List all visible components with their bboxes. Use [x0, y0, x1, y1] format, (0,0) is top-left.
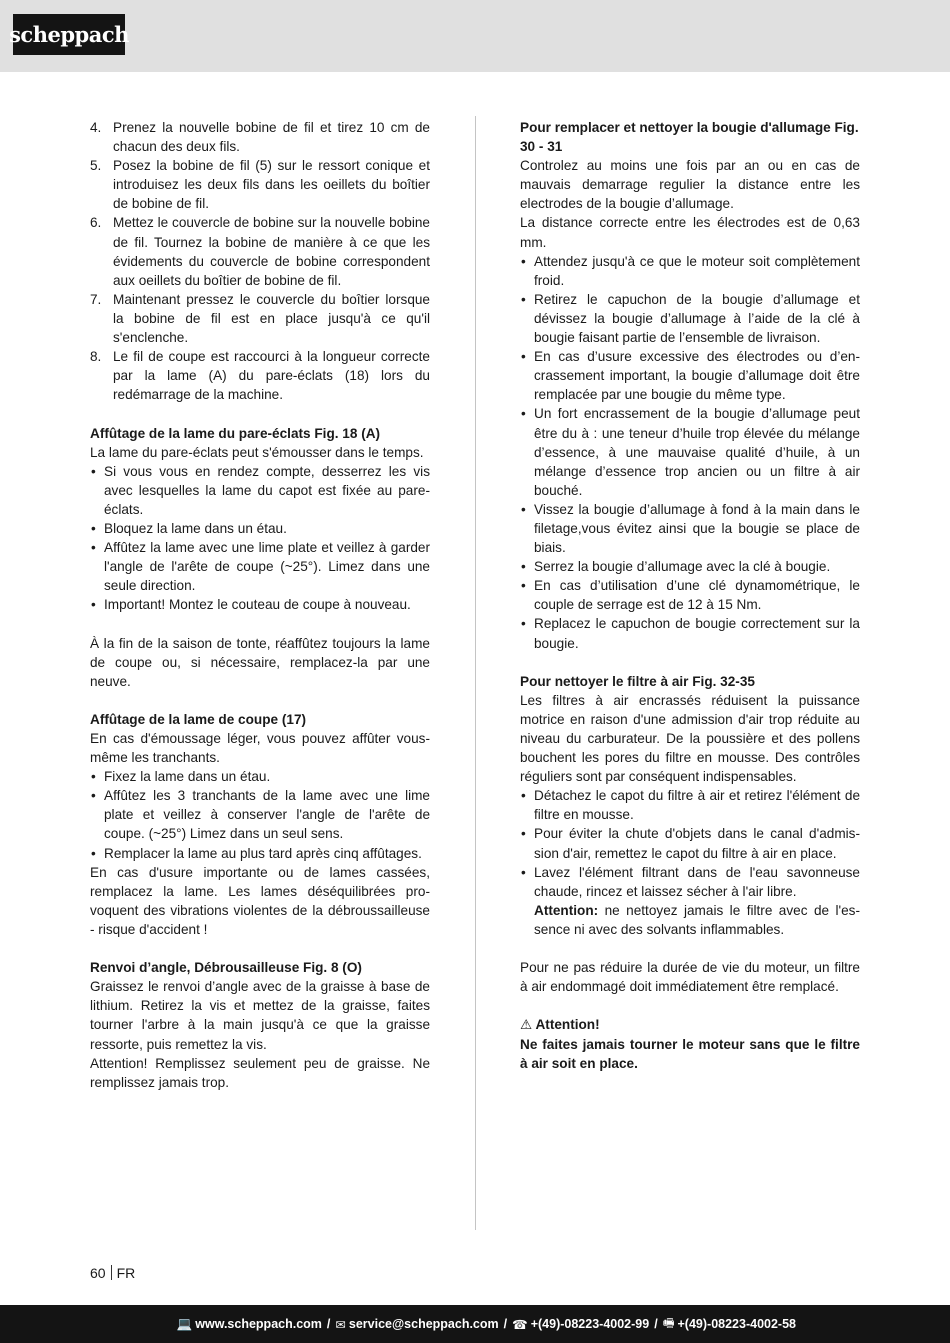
phone-icon: ☎	[512, 1317, 528, 1332]
footer-phone: +(49)-08223-4002-99	[530, 1317, 650, 1331]
bullet-list	[90, 767, 430, 862]
attention-label: Attention:	[534, 902, 599, 918]
list-item: • Serrez la bougie d’allumage avec la clé à bougie.	[521, 559, 831, 575]
list-item: • Si vous vous en rendez compte, desserrez les vis avec lesquelles la lame du capot est fixée au pare-éclats.	[91, 463, 430, 517]
paragraph: Les filtres à air encrassés réduisent la puissance motrice en raison d'une admission d'air trop réduite au niveau du carburateur. De la poussière et des pollens bouchent les pores du filtre en mousse. Des contrôles réguliers sont par conséquent indispensables.	[520, 692, 860, 785]
computer-icon: 💻	[176, 1316, 193, 1331]
right-column	[520, 118, 860, 1073]
paragraph: Controlez au moins une fois par an ou en cas de mauvais demarrage regulier la distance entre les electrodes de la bougie d’allumage.	[520, 158, 860, 212]
left-column	[90, 118, 430, 1092]
bullet-list	[520, 252, 860, 653]
footer-email[interactable]: service@scheppach.com	[348, 1317, 499, 1331]
mail-icon: ✉	[335, 1317, 346, 1332]
section-heading-cutting-blade: Affûtage de la lame de coupe (17)	[90, 711, 307, 727]
warning-triangle-icon: ⚠	[520, 1017, 533, 1033]
separator	[111, 1265, 112, 1280]
list-item: 7. Maintenant pressez le couvercle du boîtier lorsque la bobine de fil est en place jusqu'à ce qu'il s'enclenche.	[90, 291, 430, 346]
list-item: • Fixez la lame dans un étau.	[91, 769, 271, 785]
list-item: • Bloquez la lame dans un étau.	[91, 520, 287, 536]
replace-spool-steps	[90, 118, 430, 404]
bullet-list	[520, 786, 860, 939]
attention-text: ne nettoyez jamais le filtre avec de l'essence ni avec des solvants inflammables.	[534, 902, 860, 937]
paragraph: À la fin de la saison de tonte, réaffûtez toujours la lame de coupe ou, si nécessaire, remplacez-la par une neuve.	[90, 635, 430, 689]
paragraph: Graissez le renvoi d’angle avec de la graisse à base de lithium. Retirez la vis et mettez de la graisse, faites tourner l'arbre à la main jusqu'à ce que la graisse ressorte, puis remettez la vis.	[90, 979, 430, 1052]
list-item: • Affûtez la lame avec une lime plate et veillez à garder l'angle de l'arête de coupe (~25°). Limez dans une seule direction.	[91, 540, 430, 594]
paragraph: En cas d'usure importante ou de lames cassées, remplacez la lame. Les lames déséquilibrées provoquent des vibrations violentes de la débroussailleuse - risque d'accident !	[90, 864, 430, 937]
paragraph: La lame du pare-éclats peut s'émousser dans le temps.	[90, 444, 424, 460]
list-item: 6. Mettez le couvercle de bobine sur la nouvelle bobine de fil. Tournez la bobine de manière à ce que les évidements du couvercle de bobine correspondent aux oeillets du boîtier de bobine de fil.	[90, 215, 430, 288]
footer-fax: +(49)-08223-4002-58	[677, 1317, 796, 1331]
list-item: • Un fort encrassement de la bougie d’allumage peut être du à : une teneur d’huile trop élevée du mélange d’essence, à une mauvaise qualité d’huile, à un mélange d’essence trop ancien ou un filtre à air bouché.	[521, 406, 860, 498]
list-item: • En cas d’utilisation d’une clé dynamométrique, le couple de serrage est de 12 à 15 Nm.	[521, 578, 860, 613]
bullet-list	[90, 462, 430, 615]
section-heading-spark-plug: Pour remplacer et nettoyer la bougie d'allumage Fig. 30 - 31	[520, 120, 859, 155]
list-item: • En cas d’usure excessive des électrodes ou d’encrassement important, la bougie d’allumage doit être remplacée par une bougie du même type.	[521, 349, 860, 403]
column-divider	[475, 116, 476, 1230]
list-item: • Lavez l'élément filtrant dans de l'eau savonneuse chaude, rincez et laissez sécher à l'air libre. Attention: ne nettoyez jamais le filtre avec de l'essence ni avec des solvants inflammables.	[521, 864, 860, 937]
list-item: 8. Le fil de coupe est raccourci à la longueur correcte par la lame (A) du pare-éclats (18) lors du redémarrage de la machine.	[90, 349, 430, 403]
paragraph: La distance correcte entre les électrodes est de 0,63 mm.	[520, 215, 860, 250]
footer-bar: 💻 www.scheppach.com / ✉ service@scheppach.com / ☎ +(49)-08223-4002-99 / 🖷 +(49)-08223-4002-58	[0, 1305, 950, 1343]
footer-website[interactable]: www.scheppach.com	[195, 1317, 322, 1331]
paragraph: Attention! Remplissez seulement peu de graisse. Ne remplissez jamais trop.	[90, 1055, 430, 1090]
list-item: • Attendez jusqu'à ce que le moteur soit complètement froid.	[521, 253, 860, 288]
paragraph: En cas d'émoussage léger, vous pouvez affûter vous-même les tranchants.	[90, 731, 430, 766]
paragraph: Pour ne pas réduire la durée de vie du moteur, un filtre à air endommagé doit immédiatement être remplacé.	[520, 960, 860, 995]
warning-title: ⚠ Attention!	[520, 1017, 600, 1033]
list-item: 4. Prenez la nouvelle bobine de fil et tirez 10 cm de chacun des deux fils.	[90, 120, 430, 155]
warning-block	[520, 1015, 860, 1072]
page-number: 60 FR	[90, 1265, 136, 1281]
fax-icon: 🖷	[662, 1315, 675, 1330]
list-item: • Important! Montez le couteau de coupe à nouveau.	[91, 597, 411, 613]
warning-text: Ne faites jamais tourner le moteur sans que le filtre à air soit en place.	[520, 1036, 860, 1071]
section-heading-air-filter: Pour nettoyer le filtre à air Fig. 32-35	[520, 673, 755, 689]
list-item: • Retirez le capuchon de la bougie d’allumage et dévissez la bougie d’allumage à l’aide de la clé à bougie faisant partie de l’ensemble de livraison.	[521, 291, 860, 346]
header-bar	[0, 0, 950, 72]
list-item: • Affûtez les 3 tranchants de la lame avec une lime plate et veillez à conserver l'angle de l'arête de coupe. (~25°) Limez dans un seul sens.	[91, 788, 430, 842]
list-item: • Replacez le capuchon de bougie correctement sur la bougie.	[521, 616, 860, 651]
scheppach-logo: scheppach	[13, 14, 125, 55]
list-item: • Pour éviter la chute d'objets dans le canal d'admission d'air, remettez le capot du filtre à air en place.	[521, 826, 860, 861]
section-heading-gearbox: Renvoi d’angle, Débrousailleuse Fig. 8 (O)	[90, 960, 362, 976]
list-item: • Remplacer la lame au plus tard après cinq affûtages.	[91, 845, 422, 861]
section-heading-guard-blade: Affûtage de la lame du pare-éclats Fig. 18 (A)	[90, 425, 381, 441]
list-item: • Vissez la bougie d’allumage à fond à la main dans le filetage,vous évitez ainsi que la bougie se place de biais.	[521, 501, 860, 556]
list-item: • Détachez le capot du filtre à air et retirez l'élément de filtre en mousse.	[521, 788, 860, 823]
list-item: 5. Posez la bobine de fil (5) sur le ressort conique et introduisez les deux fils dans les oeillets du boîtier de bobine de fil.	[90, 158, 430, 212]
